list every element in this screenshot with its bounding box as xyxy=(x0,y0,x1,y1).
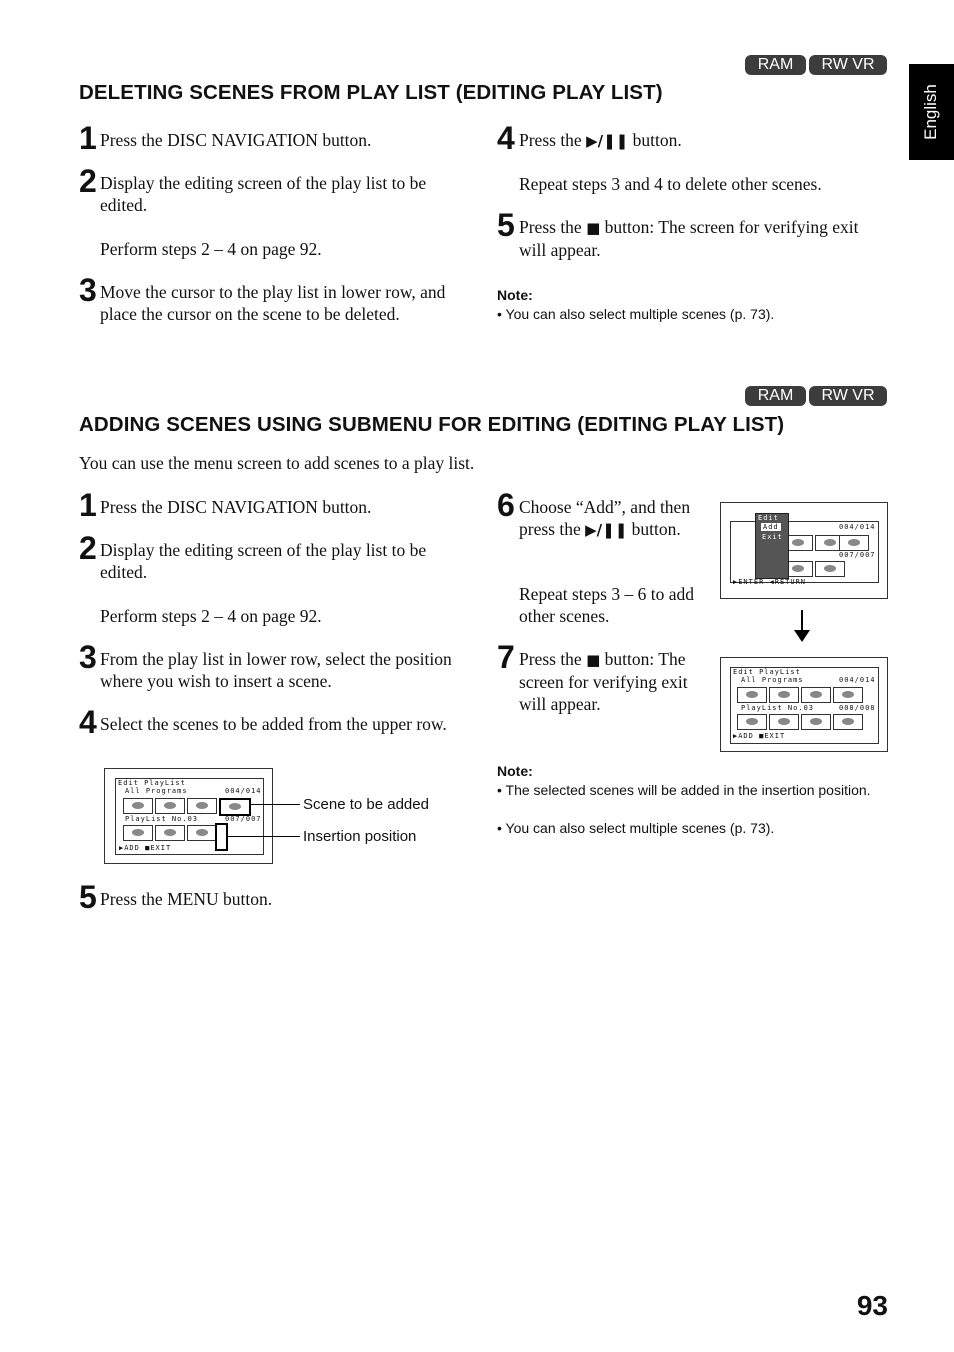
callout-scene-to-add: Scene to be added xyxy=(303,796,429,813)
step-number: 5 xyxy=(497,207,515,243)
section2-intro: You can use the menu screen to add scenes to a play list. xyxy=(79,453,475,473)
step-number: 7 xyxy=(497,639,515,675)
step-text: Press the MENU button. xyxy=(100,889,273,909)
screen-footer: ▶ADD ■EXIT xyxy=(119,844,172,852)
screen-playlist: PlayList No.03 xyxy=(125,815,199,823)
step-text: Press the DISC NAVIGATION button. xyxy=(100,497,372,517)
screen-count: 004/014 xyxy=(839,523,876,531)
step-number: 2 xyxy=(79,163,97,199)
submenu-exit: Exit xyxy=(762,533,783,541)
step-subtext: Perform steps 2 – 4 on page 92. xyxy=(100,606,322,626)
rwvr-badge: RW VR xyxy=(809,55,887,75)
screen-title: Edit PlayList xyxy=(118,779,186,787)
submenu-add: Add xyxy=(763,523,779,531)
note-item: • You can also select multiple scenes (p. 73). xyxy=(497,306,775,322)
note-item: • You can also select multiple scenes (p. 73). xyxy=(497,820,775,836)
section1-title: DELETING SCENES FROM PLAY LIST (EDITING PLAY LIST) xyxy=(79,81,663,104)
note-title: Note: xyxy=(497,763,533,779)
stop-icon: ■ xyxy=(586,651,601,669)
callout-insertion-position: Insertion position xyxy=(303,828,417,845)
screen-count: 007/007 xyxy=(839,551,876,559)
submenu-title: Edit xyxy=(758,514,779,522)
screen-footer: ▶ADD ■EXIT xyxy=(733,732,786,740)
step-number: 2 xyxy=(79,530,97,566)
step-text: Press the ■ button: The screen for verifying exit will appear. xyxy=(519,217,859,260)
ram-badge: RAM xyxy=(745,55,806,75)
result-screen-diagram xyxy=(720,657,888,752)
step-text: Press the DISC NAVIGATION button. xyxy=(100,130,372,150)
rwvr-badge: RW VR xyxy=(809,386,887,406)
screen-title: Edit PlayList xyxy=(733,668,801,676)
step-number: 1 xyxy=(79,120,97,156)
step-text: Press the ■ button: The screen for verifying exit will appear. xyxy=(519,649,688,714)
screen-count: 008/008 xyxy=(839,704,876,712)
screen-count: 004/014 xyxy=(225,787,262,795)
step-number: 3 xyxy=(79,639,97,675)
step-text: From the play list in lower row, select the position where you wish to insert a scene. xyxy=(100,649,452,691)
step-number: 5 xyxy=(79,879,97,915)
screen-all-programs: All Programs xyxy=(125,787,188,795)
note-title: Note: xyxy=(497,287,533,303)
step-text: Move the cursor to the play list in lower row, and place the cursor on the scene to be deleted. xyxy=(100,282,446,324)
step-number: 4 xyxy=(79,704,97,740)
stop-icon: ■ xyxy=(586,219,601,237)
step-text: Press the ▶/❚❚ button. xyxy=(519,130,682,150)
screen-footer: ▶ENTER ◀RETURN xyxy=(733,578,807,586)
screen-count: 004/014 xyxy=(839,676,876,684)
step-subtext: Repeat steps 3 and 4 to delete other scenes. xyxy=(519,174,822,194)
step-number: 4 xyxy=(497,120,515,156)
step-text: Select the scenes to be added from the upper row. xyxy=(100,714,447,734)
play-pause-icon: ▶/❚❚ xyxy=(585,521,628,539)
note-item: • The selected scenes will be added in the insertion position. xyxy=(497,782,871,798)
step-subtext: Perform steps 2 – 4 on page 92. xyxy=(100,239,322,259)
step-text: Display the editing screen of the play list to be edited. xyxy=(100,540,427,582)
page-number: 93 xyxy=(856,1290,888,1321)
ram-badge: RAM xyxy=(745,386,806,406)
step-number: 1 xyxy=(79,487,97,523)
step-text: Display the editing screen of the play list to be edited. xyxy=(100,173,427,215)
step-number: 3 xyxy=(79,272,97,308)
step-text: Choose “Add”, and then press the ▶/❚❚ button. xyxy=(519,497,691,539)
screen-count: 007/007 xyxy=(225,815,262,823)
language-tab xyxy=(909,64,954,160)
screen-all-programs: All Programs xyxy=(741,676,804,684)
submenu-screen-diagram xyxy=(720,502,888,599)
screen-playlist: PlayList No.03 xyxy=(741,704,815,712)
step-number: 6 xyxy=(497,487,515,523)
language-tab-label: English xyxy=(921,84,940,140)
editing-screen-diagram xyxy=(104,768,273,864)
play-pause-icon: ▶/❚❚ xyxy=(586,132,629,150)
section2-title: ADDING SCENES USING SUBMENU FOR EDITING (EDITING PLAY LIST) xyxy=(79,413,785,436)
step-subtext: Repeat steps 3 – 6 to add other scenes. xyxy=(519,584,694,626)
